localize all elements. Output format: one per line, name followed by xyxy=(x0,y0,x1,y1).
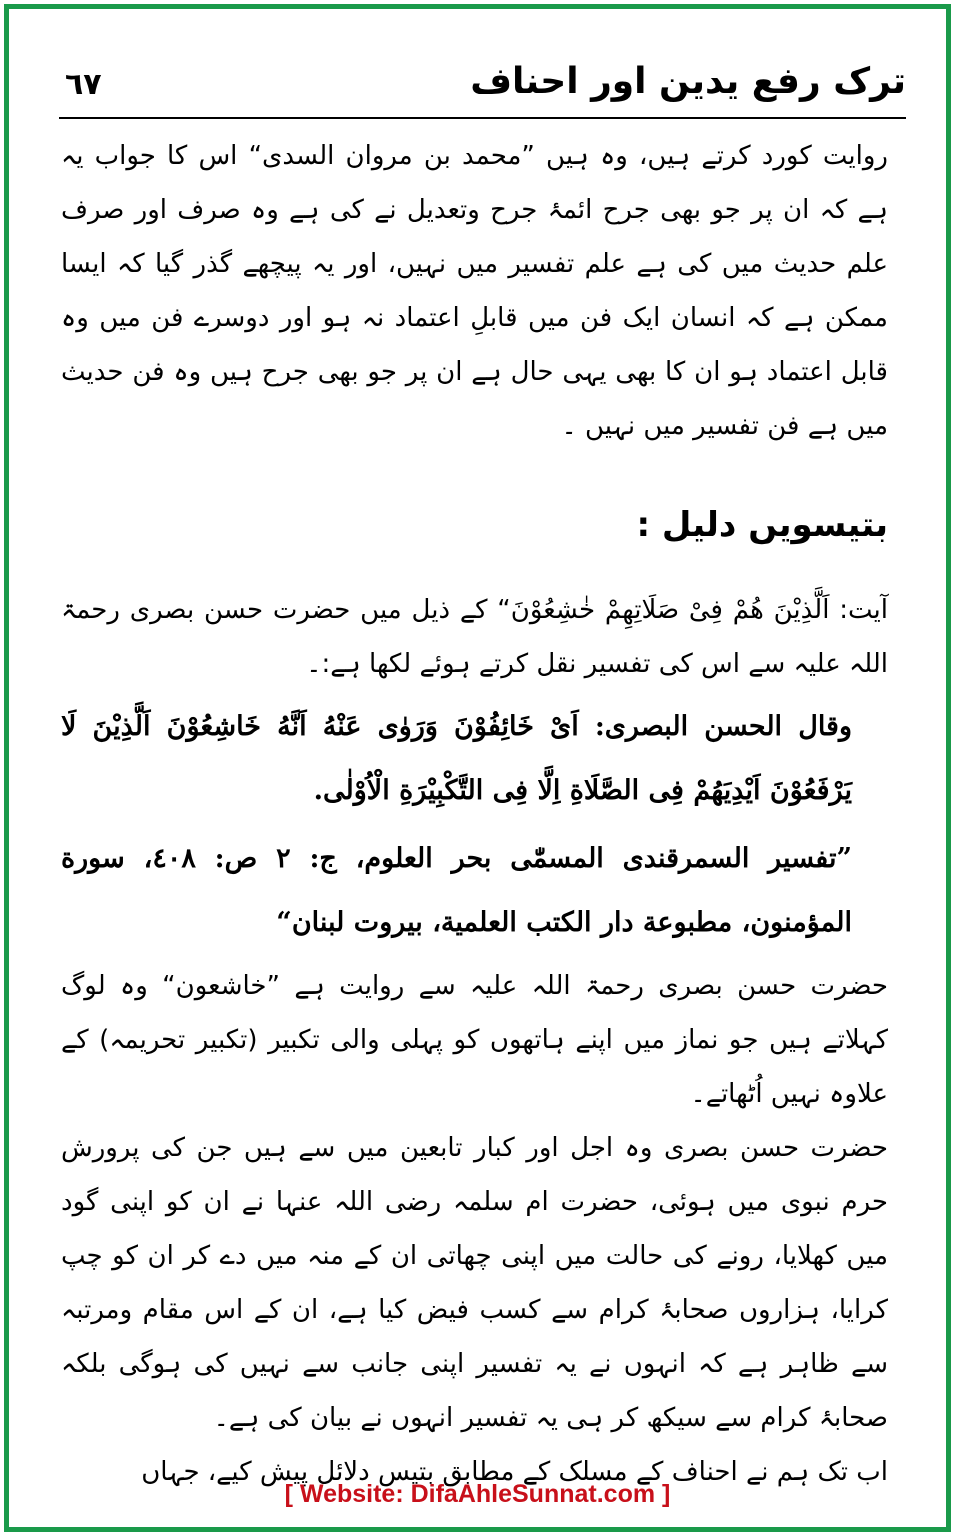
page-body xyxy=(61,129,888,1499)
paragraph-5: اب تک ہم نے احناف کے مسلک کے مطابق بتیس دلائل پیش کیے، جہاں xyxy=(141,1457,888,1487)
page-border xyxy=(4,4,951,1532)
reference-citation: ”تفسیر السمرقندی المسمّٰی بحر العلوم، ج: ٢ ص: ٤٠٨، سورة المؤمنون، مطبوعة دار الکتب العلمیة، بیروت لبنان“ xyxy=(61,843,852,938)
paragraph-3: حضرت حسن بصری رحمۃ اللہ علیہ سے روایت ہے ”خاشعون“ وہ لوگ کہلاتے ہیں جو نماز میں اپنے ہاتھوں کو پہلی والی تکبیر (تکبیر تحریمہ) کے علاوہ نہیں اُٹھاتے۔ xyxy=(61,971,888,1109)
paragraph-1: روایت کورد کرتے ہیں، وہ ہیں ”محمد بن مروان السدی“ اس کا جواب یہ ہے کہ ان پر جو بھی جرح ائمۂ جرح وتعدیل نے کی ہے وہ صرف اور صرف علم حدیث میں کی ہے علم تفسیر میں نہیں، اور یہ پیچھے گذر گیا کہ ایسا ممکن ہے کہ انسان ایک فن میں قابلِ اعتماد نہ ہو اور دوسرے فن میں وہ قابل اعتماد ہو ان کا بھی یہی حال ہے ان پر جو بھی جرح ہیں وہ فن حدیث میں ہے فن تفسیر میں نہیں ۔ xyxy=(61,141,888,441)
paragraph-2: آیت: اَلَّذِیْنَ هُمْ فِیْ صَلَاتِهِمْ خٰشِعُوْنَ“ کے ذیل میں حضرت حسن بصری رحمۃ اللہ علیہ سے اس کی تفسیر نقل کرتے ہوئے لکھا ہے:۔ xyxy=(61,595,888,679)
arabic-quote: وقال الحسن البصری: اَیْ خَائِفُوْنَ وَرَوٰی عَنْهُ اَنَّهُ خَاشِعُوْنَ اَلَّذِیْنَ لَا یَرْفَعُوْنَ اَیْدِیَهُمْ فِی الصَّلَاةِ اِلَّا فِی التَّکْبِیْرَةِ الْاُوْلٰی. xyxy=(61,711,852,806)
section-heading: بتیسویں دلیل : xyxy=(636,505,888,545)
website-footer: [ Website: DifaAhleSunnat.com ] xyxy=(284,1480,671,1508)
page-header xyxy=(59,61,906,119)
paragraph-4: حضرت حسن بصری وہ اجل اور کبار تابعین میں سے ہیں جن کی پرورش حرم نبوی میں ہوئی، حضرت ام سلمہ رضی اللہ عنہا نے ان کو اپنی گود میں کھلایا، رونے کی حالت میں اپنی چھاتی ان کے منہ میں دے کر ان کو چپ کرایا، ہزاروں صحابۂ کرام سے کسب فیض کیا ہے، ان کے اس مقام ومرتبہ سے ظاہر ہے کہ انہوں نے یہ تفسیر اپنی جانب سے نہیں کی ہوگی بلکہ صحابۂ کرام سے سیکھ کر ہی یہ تفسیر انہوں نے بیان کی ہے۔ xyxy=(61,1133,888,1433)
page-title: ترک رفع یدین اور احناف xyxy=(470,61,906,102)
page-number: ٦٧ xyxy=(65,67,102,102)
